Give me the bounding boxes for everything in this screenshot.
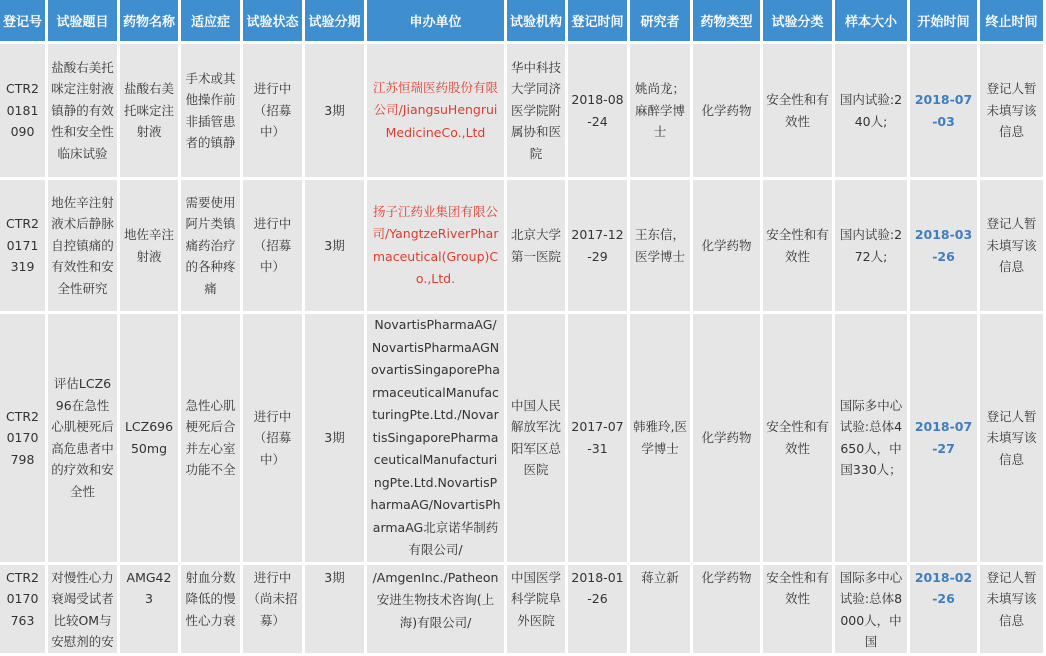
cell-reg-date: 2017-12-29	[568, 180, 630, 314]
cell-reg-no: CTR20170763	[0, 565, 48, 656]
cell-drug-type: 化学药物	[693, 44, 763, 180]
cell-indication: 急性心肌梗死后合并左心室功能不全	[181, 314, 243, 565]
header-drug-type: 药物类型	[693, 0, 763, 44]
cell-start-date: 2018-03-26	[910, 180, 980, 314]
cell-category: 安全性和有效性	[763, 314, 835, 565]
cell-sample-size: 国际多中心试验:总体8000人，中国	[835, 565, 910, 656]
cell-drug: 盐酸右美托咪定注射液	[120, 44, 181, 180]
header-reg-no: 登记号	[0, 0, 48, 44]
header-row	[0, 0, 1046, 44]
cell-drug-type: 化学药物	[693, 565, 763, 656]
cell-indication: 射血分数降低的慢性心力衰	[181, 565, 243, 656]
cell-start-date: 2018-02-26	[910, 565, 980, 656]
table-row	[0, 44, 1046, 180]
cell-drug: 地佐辛注射液	[120, 180, 181, 314]
cell-category: 安全性和有效性	[763, 44, 835, 180]
header-sponsor: 申办单位	[367, 0, 507, 44]
cell-status: 进行中（招募中）	[243, 44, 305, 180]
cell-institution: 北京大学第一医院	[507, 180, 568, 314]
header-institution: 试验机构	[507, 0, 568, 44]
header-start-date: 开始时间	[910, 0, 980, 44]
cell-status: 进行中（尚未招募）	[243, 565, 305, 656]
cell-end-date: 登记人暂未填写该信息	[980, 314, 1046, 565]
cell-title: 盐酸右美托咪定注射液镇静的有效性和安全性临床试验	[48, 44, 120, 180]
cell-sponsor: NovartisPharmaAG/NovartisPharmaAGNovartisSingaporePharmaceuticalManufacturingPte.Ltd./NovartisSingaporePharmaceuticalManufacturingPte.Ltd.NovartisPharmaAG/NovartisPharmaAG北京诺华制药有限公司/	[367, 314, 507, 565]
cell-reg-date: 2018-08-24	[568, 44, 630, 180]
header-end-date: 终止时间	[980, 0, 1046, 44]
cell-institution: 华中科技大学同济医学院附属协和医院	[507, 44, 568, 180]
header-reg-date: 登记时间	[568, 0, 630, 44]
cell-drug: LCZ696 50mg	[120, 314, 181, 565]
cell-institution: 中国人民解放军沈阳军区总医院	[507, 314, 568, 565]
header-sample-size: 样本大小	[835, 0, 910, 44]
cell-drug: AMG423	[120, 565, 181, 656]
cell-sample-size: 国际多中心试验:总体4650人，中国330人；	[835, 314, 910, 565]
cell-sponsor: 扬子江药业集团有限公司/YangtzeRiverPharmaceutical(Group)Co.,Ltd.	[367, 180, 507, 314]
cell-investigator: 韩雅玲,医学博士	[630, 314, 693, 565]
cell-end-date: 登记人暂未填写该信息	[980, 44, 1046, 180]
header-indication: 适应症	[181, 0, 243, 44]
cell-title: 地佐辛注射液术后静脉自控镇痛的有效性和安全性研究	[48, 180, 120, 314]
cell-reg-no: CTR20171319	[0, 180, 48, 314]
cell-drug-type: 化学药物	[693, 314, 763, 565]
header-title: 试验题目	[48, 0, 120, 44]
cell-phase: 3期	[305, 180, 367, 314]
cell-indication: 需要使用阿片类镇痛药治疗的各种疼痛	[181, 180, 243, 314]
cell-end-date: 登记人暂未填写该信息	[980, 180, 1046, 314]
cell-title: 对慢性心力衰竭受试者比较OM与安慰剂的安	[48, 565, 120, 656]
cell-sponsor: 江苏恒瑞医药股份有限公司/JiangsuHengruiMedicineCo.,Ltd	[367, 44, 507, 180]
cell-start-date: 2018-07-27	[910, 314, 980, 565]
header-drug: 药物名称	[120, 0, 181, 44]
cell-end-date: 登记人暂未填写该信息	[980, 565, 1046, 656]
cell-investigator: 蒋立新	[630, 565, 693, 656]
cell-category: 安全性和有效性	[763, 565, 835, 656]
cell-title: 评估LCZ696在急性心肌梗死后高危患者中的疗效和安全性	[48, 314, 120, 565]
cell-reg-no: CTR20181090	[0, 44, 48, 180]
cell-institution: 中国医学科学院阜外医院	[507, 565, 568, 656]
cell-status: 进行中（招募中）	[243, 180, 305, 314]
cell-phase: 3期	[305, 565, 367, 656]
cell-indication: 手术或其他操作前非插管患者的镇静	[181, 44, 243, 180]
cell-status: 进行中（招募中）	[243, 314, 305, 565]
cell-sponsor: /AmgenInc./Patheon安进生物技术咨询(上海)有限公司/	[367, 565, 507, 656]
cell-phase: 3期	[305, 314, 367, 565]
header-phase: 试验分期	[305, 0, 367, 44]
header-investigator: 研究者	[630, 0, 693, 44]
cell-reg-no: CTR20170798	[0, 314, 48, 565]
cell-category: 安全性和有效性	[763, 180, 835, 314]
cell-sample-size: 国内试验:272人;	[835, 180, 910, 314]
cell-reg-date: 2018-01-26	[568, 565, 630, 656]
cell-reg-date: 2017-07-31	[568, 314, 630, 565]
cell-phase: 3期	[305, 44, 367, 180]
table-row	[0, 314, 1046, 565]
header-status: 试验状态	[243, 0, 305, 44]
table-row	[0, 565, 1046, 656]
cell-start-date: 2018-07-03	[910, 44, 980, 180]
cell-drug-type: 化学药物	[693, 180, 763, 314]
cell-sample-size: 国内试验:240人;	[835, 44, 910, 180]
cell-investigator: 王东信，医学博士	[630, 180, 693, 314]
cell-investigator: 姚尚龙；麻醉学博士	[630, 44, 693, 180]
header-category: 试验分类	[763, 0, 835, 44]
table-row	[0, 180, 1046, 314]
